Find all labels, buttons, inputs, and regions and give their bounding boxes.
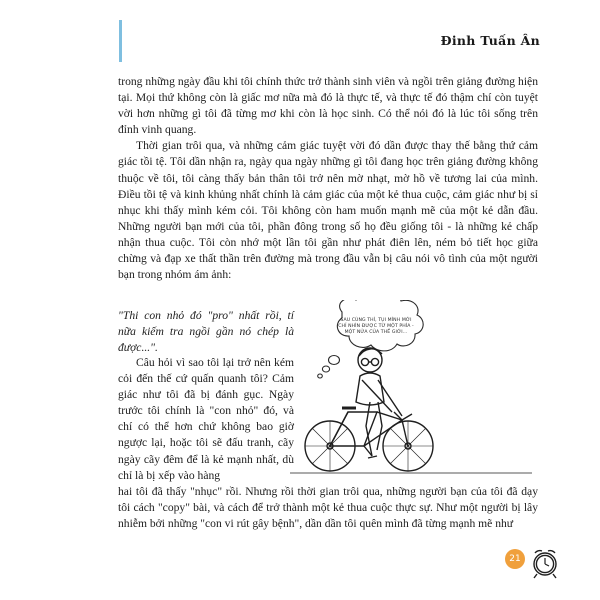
paragraph-2: Thời gian trôi qua, và những cảm giác tuyệt vời đó dần được thay thế bằng thứ cảm giác tồi tệ. Tôi dần nhận ra, ngày qua ngày những gì tôi đang học trên giảng đường không thuộc về tôi, tôi càng thấy bản thân tôi trở nên mờ nhạt, mờ hồ về tương lai của mình. Điều tồi tệ và kinh khủng nhất chính là cảm giác của một kẻ thua cuộc, cảm giác như bị sỉ nhục khi thấy mình kém cỏi. Tôi không còn ham muốn mạnh mẽ của một kẻ dẫn đầu. Những người bạn mới của tôi, phần đông trong số họ đều giống tôi - là những kẻ chấp nhận thua cuộc. Tôi còn nhớ một lần tôi gần như phát điên lên, ném bỏ tiết học giữa chừng và đạp xe thất thần trên đường mà trong đầu vẫn bị câu nói vô tình của một người bạn trong nhóm ám ảnh:	[118, 139, 538, 282]
paragraph-1: trong những ngày đầu khi tôi chính thức trở thành sinh viên và ngồi trên giảng đường hiện tại. Mọi thứ không còn là giấc mơ nữa mà đó là thực tế, và thực tế đó thậm chí còn tuyệt vời hơn những gì tôi đã từng mơ khi còn là học sinh. Có thể nói đó là lúc tôi sống trên đỉnh vinh quang.	[118, 75, 538, 137]
page-number-badge: 21	[505, 549, 525, 569]
paragraph-3: Câu hỏi vì sao tôi lại trở nên kém cỏi đến thế cứ quấn quanh tôi? Cảm giác như tôi đã bị đánh gục. Ngày trước tôi chính là "con nhỏ" đó, và chí có thể hơn chứ không bao giờ ngược lại, hoặc tôi sẽ đấu tranh, cãy ngày cãy đêm để là kẻ mạnh nhất, dù chỉ là bị xếp vào hàng	[118, 356, 294, 482]
paragraph-4: hai tôi đã thấy "nhục" rồi. Nhưng rồi thời gian trôi qua, những người bạn của tôi đã dạy tôi cách "copy" bài, và cách để trở thành một kẻ thua cuộc thực sự. Như một người bị lây nhiễm bởi những "con vi rút gây bệnh", dần dần tôi quên mình đã từng mạnh mẽ như	[118, 485, 538, 531]
body-text-block	[118, 74, 538, 283]
alarm-clock-icon	[527, 544, 563, 580]
thought-bubble-text: SAU CÙNG THÌ, TỤI MÌNH MỚI CHỈ NHÌN ĐƯỢC TỪ MỘT PHÍA - MỘT NỬA CỦA THẾ GIỚI...	[338, 318, 414, 336]
quote-block: "Thi con nhỏ đó "pro" nhất rồi, tí nữa kiếm tra ngồi gần nó chép là được...".	[118, 309, 294, 355]
illustration-boy-on-bicycle	[282, 300, 540, 485]
left-column-text	[118, 355, 294, 484]
page-header-author: Đinh Tuấn Ân	[440, 33, 540, 48]
decorative-rule	[119, 20, 122, 62]
tail-text-block	[118, 484, 538, 532]
